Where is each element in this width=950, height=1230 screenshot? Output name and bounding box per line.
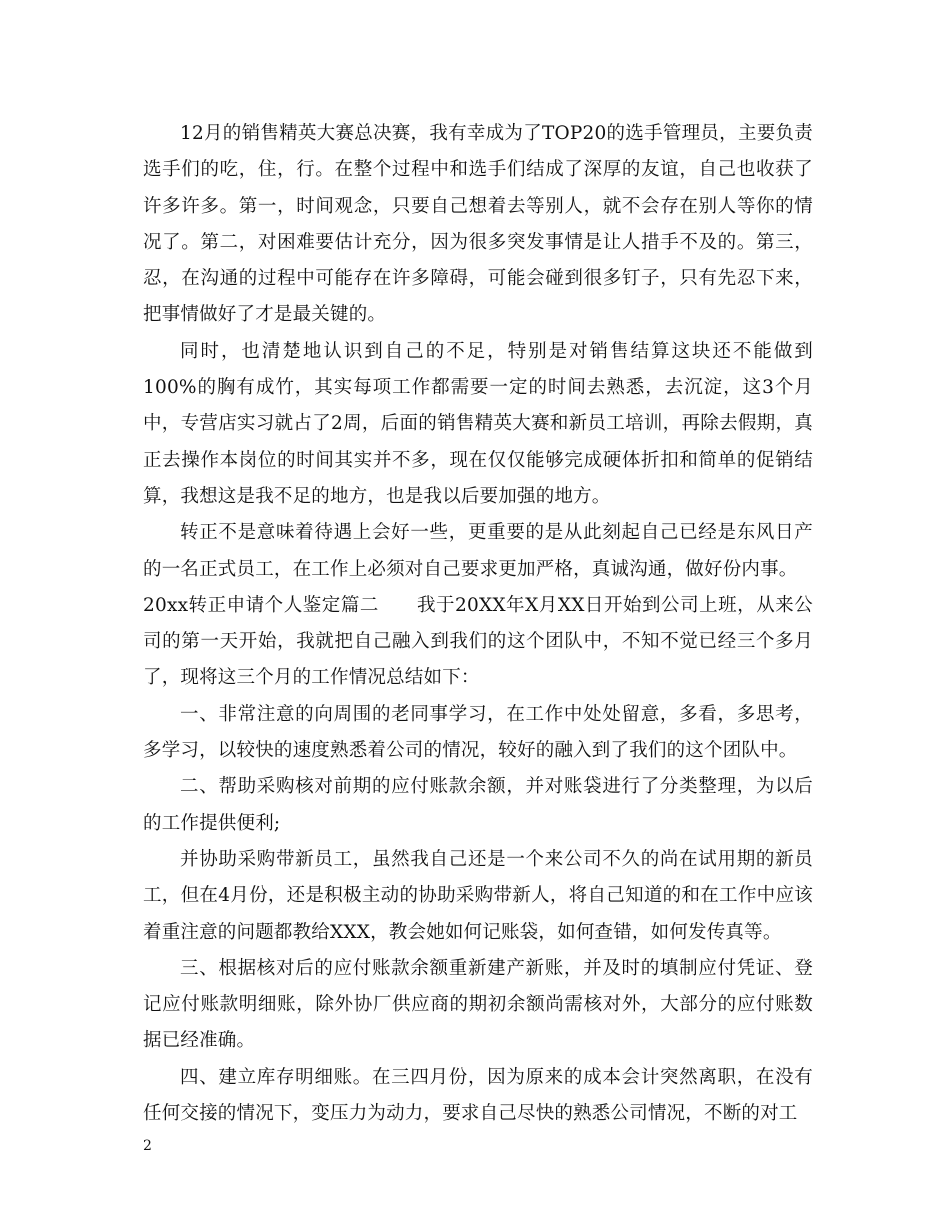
paragraph-1: 12月的销售精英大赛总决赛，我有幸成为了TOP20的选手管理员，主要负责选手们的吃，住，行。在整个过程中和选手们结成了深厚的友谊，自己也收获了许多许多。第一，时间观念，只要自己想着去等别人，就不会存在别人等你的情况了。第二，对困难要估计充分，因为很多突发事情是让人措手不及的。第三，忍，在沟通的过程中可能存在许多障碍，可能会碰到很多钉子，只有先忍下来，把事情做好了才是最关键的。 xyxy=(143,123,813,326)
paragraph-6: 二、帮助采购核对前期的应付账款余额，并对账袋进行了分类整理，为以后的工作提供便利; xyxy=(143,776,813,834)
paragraph-4-section-heading: 20xx转正申请个人鉴定篇二 我于20XX年X月XX日开始到公司上班，从来公司的第一天开始，我就把自己融入到我们的这个团队中，不知不觉已经三个多月了，现将这三个月的工作情况总结如下： xyxy=(143,594,813,689)
paragraph-9: 四、建立库存明细账。在三四月份，因为原来的成本会计突然离职，在没有任何交接的情况下，变压力为动力，要求自己尽快的熟悉公司情况，不断的对工 xyxy=(143,1066,813,1125)
paragraph-5: 一、非常注意的向周围的老同事学习，在工作中处处留意，多看，多思考，多学习，以较快的速度熟悉着公司的情况，较好的融入到了我们的这个团队中。 xyxy=(143,703,813,762)
page-number: 2 xyxy=(143,1138,152,1154)
document-body xyxy=(143,116,813,1132)
paragraph-3: 转正不是意味着待遇上会好一些，更重要的是从此刻起自己已经是东风日产的一名正式员工，在工作上必须对自己要求更加严格，真诚沟通，做好份内事。 xyxy=(143,522,813,580)
paragraph-8: 三、根据核对后的应付账款余额重新建产新账，并及时的填制应付凭证、登记应付账款明细账，除外协厂供应商的期初余额尚需核对外，大部分的应付账数据已经准确。 xyxy=(143,957,813,1052)
paragraph-7: 并协助采购带新员工，虽然我自己还是一个来公司不久的尚在试用期的新员工，但在4月份，还是积极主动的协助采购带新人，将自己知道的和在工作中应该着重注意的问题都教给XXX，教会她如何记账袋，如何查错，如何发传真等。 xyxy=(143,848,813,943)
paragraph-2: 同时，也清楚地认识到自己的不足，特别是对销售结算这块还不能做到100%的胸有成竹，其实每项工作都需要一定的时间去熟悉，去沉淀，这3个月中，专营店实习就占了2周，后面的销售精英大赛和新员工培训，再除去假期，真正去操作本岗位的时间其实并不多，现在仅仅能够完成硬体折扣和简单的促销结算，我想这是我不足的地方，也是我以后要加强的地方。 xyxy=(143,340,813,507)
